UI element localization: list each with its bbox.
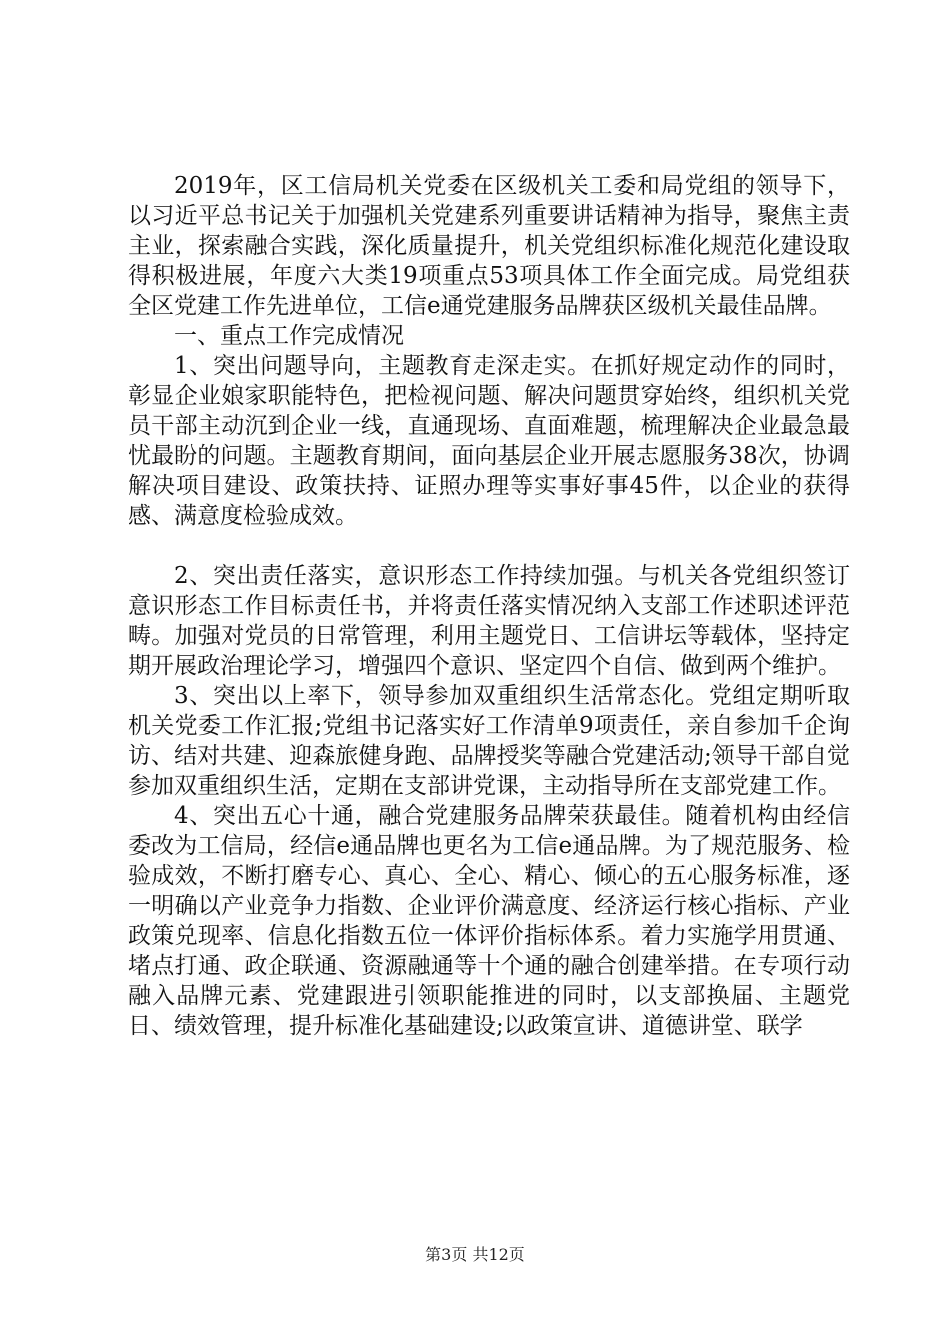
document-body (128, 171, 850, 1041)
item-paragraph-1: 1、突出问题导向，主题教育走深走实。在抓好规定动作的同时，彰显企业娘家职能特色，把检视问题、解决问题贯穿始终，组织机关党员干部主动沉到企业一线，直通现场、直面难题，梳理解决企业最急最忧最盼的问题。主题教育期间，面向基层企业开展志愿服务38次，协调解决项目建设、政策扶持、证照办理等实事好事45件，以企业的获得感、满意度检验成效。 (128, 353, 850, 529)
item-paragraph-2: 2、突出责任落实，意识形态工作持续加强。与机关各党组织签订意识形态工作目标责任书，并将责任落实情况纳入支部工作述职述评范畴。加强对党员的日常管理，利用主题党日、工信讲坛等载体，坚持定期开展政治理论学习，增强四个意识、坚定四个自信、做到两个维护。 (128, 563, 850, 679)
section-heading: 一、重点工作完成情况 (174, 323, 404, 349)
intro-paragraph: 2019年，区工信局机关党委在区级机关工委和局党组的领导下，以习近平总书记关于加强机关党建系列重要讲话精神为指导，聚焦主责主业，探索融合实践，深化质量提升，机关党组织标准化规范化建设取得积极进展，年度六大类19项重点53项具体工作全面完成。局党组获全区党建工作先进单位，工信e通党建服务品牌获区级机关最佳品牌。 (128, 173, 850, 319)
page-footer: 第3页 共12页 (425, 1245, 525, 1264)
item-paragraph-4: 4、突出五心十通，融合党建服务品牌荣获最佳。随着机构由经信委改为工信局，经信e通品牌也更名为工信e通品牌。为了规范服务、检验成效，不断打磨专心、真心、全心、精心、倾心的五心服务标准，逐一明确以产业竞争力指数、企业评价满意度、经济运行核心指标、产业政策兑现率、信息化指数五位一体评价指标体系。着力实施学用贯通、堵点打通、政企联通、资源融通等十个通的融合创建举措。在专项行动融入品牌元素、党建跟进引领职能推进的同时，以支部换届、主题党日、绩效管理，提升标准化基础建设;以政策宣讲、道德讲堂、联学 (128, 803, 850, 1039)
item-paragraph-3: 3、突出以上率下，领导参加双重组织生活常态化。党组定期听取机关党委工作汇报;党组书记落实好工作清单9项责任，亲自参加千企询访、结对共建、迎森旅健身跑、品牌授奖等融合党建活动;领导干部自觉参加双重组织生活，定期在支部讲党课，主动指导所在支部党建工作。 (128, 683, 850, 799)
